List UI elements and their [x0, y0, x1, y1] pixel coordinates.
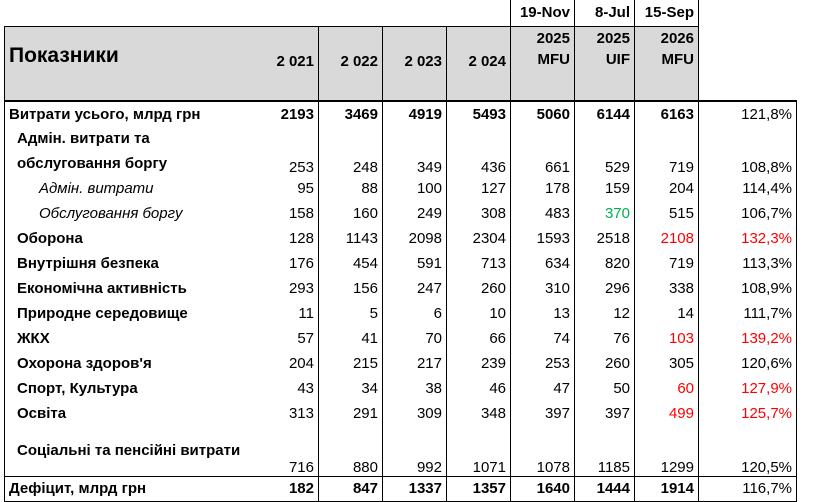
value-cell: 215: [319, 351, 383, 376]
growth-percent: 120,6%: [699, 351, 797, 376]
growth-percent: 125,7%: [699, 401, 797, 426]
value-cell: 43: [297, 380, 314, 397]
value-cell: 260: [447, 276, 511, 301]
value-cell: 12: [575, 301, 635, 326]
value-cell: 1593: [511, 226, 575, 251]
value-cell: 2518: [575, 226, 635, 251]
year-header-stacked: 2026 MFU: [635, 26, 699, 70]
value-cell: 1071: [447, 426, 511, 476]
value-cell: 57: [297, 330, 314, 347]
value-cell: 4919: [383, 101, 447, 126]
table-row: [5, 476, 797, 501]
table-row: [5, 251, 797, 276]
row-label: Обслуговання боргу: [5, 201, 254, 226]
value-cell: 182: [254, 476, 319, 501]
growth-percent: 108,9%: [699, 276, 797, 301]
value-cell: 6163: [635, 101, 699, 126]
value-cell: 338: [635, 276, 699, 301]
value-cell: 1299: [635, 426, 699, 476]
value-cell: 5493: [447, 101, 511, 126]
value-cell: 50: [575, 376, 635, 401]
value-cell: 661: [511, 126, 575, 176]
table-row: [5, 426, 797, 476]
year-header: 2 024: [447, 26, 511, 70]
growth-percent: 116,7%: [699, 476, 797, 501]
header-spacer-row: [5, 70, 797, 101]
value-cell: 529: [575, 126, 635, 176]
value-cell: 291: [319, 401, 383, 426]
value-cell: 2193: [254, 101, 319, 126]
value-cell: 253: [511, 351, 575, 376]
value-cell: 6: [383, 301, 447, 326]
value-cell: 397: [511, 401, 575, 426]
value-cell: 483: [511, 201, 575, 226]
growth-percent: 113,3%: [699, 251, 797, 276]
value-cell: 454: [319, 251, 383, 276]
header-date-row: [5, 0, 797, 26]
value-cell: 1337: [383, 476, 447, 501]
value-cell: 38: [383, 376, 447, 401]
table-row: [5, 226, 797, 251]
value-cell: 6144: [575, 101, 635, 126]
value-cell: 3469: [319, 101, 383, 126]
value-cell: 370: [575, 201, 635, 226]
value-cell: 159: [575, 176, 635, 201]
value-cell: 716: [288, 458, 314, 476]
value-cell: 515: [635, 201, 699, 226]
value-cell: 247: [383, 276, 447, 301]
table-row: [5, 126, 797, 176]
value-cell: 46: [447, 376, 511, 401]
value-cell: 305: [635, 351, 699, 376]
growth-percent: 132,3%: [699, 226, 797, 251]
value-cell: 713: [447, 251, 511, 276]
value-cell: 436: [447, 126, 511, 176]
value-cell: 5: [319, 301, 383, 326]
row-label: Витрати усього, млрд грн: [5, 101, 254, 126]
value-cell: 719: [635, 126, 699, 176]
year-header-stacked: 2025 MFU: [511, 26, 575, 70]
growth-percent: 114,4%: [699, 176, 797, 201]
table-row: [5, 176, 797, 201]
value-cell: 1078: [511, 426, 575, 476]
value-cell: 1185: [575, 426, 635, 476]
table-row: [5, 376, 797, 401]
growth-percent: 106,7%: [699, 201, 797, 226]
header-date: 19-Nov: [511, 0, 575, 26]
value-cell: 1143: [319, 226, 383, 251]
value-cell: 313: [288, 405, 314, 422]
value-cell: 160: [319, 201, 383, 226]
value-cell: 128: [288, 230, 314, 247]
year-header: 2 021: [254, 26, 319, 70]
table-title: Показники: [5, 26, 254, 70]
row-label: Природне середовище: [5, 301, 254, 326]
value-cell: 310: [511, 276, 575, 301]
header-date: 8-Jul: [575, 0, 635, 26]
value-cell: 103: [635, 326, 699, 351]
growth-percent: 121,8%: [699, 101, 797, 126]
year-header: 2 023: [383, 26, 447, 70]
growth-percent: 120,5%: [699, 426, 797, 476]
value-cell: 634: [511, 251, 575, 276]
value-cell: 156: [319, 276, 383, 301]
value-cell: 1640: [511, 476, 575, 501]
value-cell: 2098: [383, 226, 447, 251]
value-cell: 880: [319, 426, 383, 476]
row-label: Охорона здоров'я: [5, 351, 254, 376]
growth-percent: 127,9%: [699, 376, 797, 401]
value-cell: 11: [298, 305, 314, 322]
value-cell: 293: [288, 280, 314, 297]
header-date: 15-Sep: [635, 0, 699, 26]
header-year-row: [5, 26, 797, 70]
table-row: [5, 101, 797, 126]
value-cell: 260: [575, 351, 635, 376]
table-row: [5, 301, 797, 326]
indicators-table: [4, 0, 797, 502]
table-row: [5, 401, 797, 426]
value-cell: 249: [383, 201, 447, 226]
row-label: Освіта: [5, 401, 254, 426]
value-cell: 34: [319, 376, 383, 401]
value-cell: 47: [511, 376, 575, 401]
value-cell: 296: [575, 276, 635, 301]
value-cell: 100: [383, 176, 447, 201]
table-row: [5, 201, 797, 226]
table-row: [5, 351, 797, 376]
row-label: Адмін. витрати та обслуговання боргу: [5, 126, 254, 176]
value-cell: 95: [297, 180, 314, 197]
value-cell: 248: [319, 126, 383, 176]
value-cell: 309: [383, 401, 447, 426]
row-label: Внутрішня безпека: [5, 251, 254, 276]
value-cell: 239: [447, 351, 511, 376]
value-cell: 178: [511, 176, 575, 201]
value-cell: 10: [447, 301, 511, 326]
value-cell: 14: [635, 301, 699, 326]
table-body: [5, 101, 797, 501]
value-cell: 176: [288, 255, 314, 272]
row-label: Спорт, Культура: [5, 376, 254, 401]
value-cell: 88: [319, 176, 383, 201]
value-cell: 499: [635, 401, 699, 426]
value-cell: 76: [575, 326, 635, 351]
value-cell: 1357: [447, 476, 511, 501]
value-cell: 253: [288, 159, 314, 176]
value-cell: 70: [383, 326, 447, 351]
value-cell: 847: [319, 476, 383, 501]
value-cell: 719: [635, 251, 699, 276]
table-row: [5, 276, 797, 301]
growth-percent: 111,7%: [699, 301, 797, 326]
growth-percent: 139,2%: [699, 326, 797, 351]
value-cell: 158: [288, 205, 314, 222]
table-row: [5, 326, 797, 351]
row-label: Дефіцит, млрд грн: [5, 476, 254, 501]
value-cell: 74: [511, 326, 575, 351]
row-label: Оборона: [5, 226, 254, 251]
value-cell: 992: [383, 426, 447, 476]
value-cell: 397: [575, 401, 635, 426]
row-label: Соціальні та пенсійні витрати: [5, 426, 254, 476]
value-cell: 217: [383, 351, 447, 376]
value-cell: 1914: [635, 476, 699, 501]
value-cell: 820: [575, 251, 635, 276]
value-cell: 66: [447, 326, 511, 351]
value-cell: 591: [383, 251, 447, 276]
value-cell: 13: [511, 301, 575, 326]
value-cell: 1444: [575, 476, 635, 501]
growth-percent: 108,8%: [699, 126, 797, 176]
value-cell: 308: [447, 201, 511, 226]
value-cell: 349: [383, 126, 447, 176]
value-cell: 348: [447, 401, 511, 426]
row-label: ЖКХ: [5, 326, 254, 351]
year-header: 2 022: [319, 26, 383, 70]
value-cell: 204: [288, 355, 314, 372]
row-label: Економічна активність: [5, 276, 254, 301]
value-cell: 2108: [635, 226, 699, 251]
value-cell: 5060: [511, 101, 575, 126]
value-cell: 60: [635, 376, 699, 401]
value-cell: 204: [635, 176, 699, 201]
value-cell: 127: [447, 176, 511, 201]
year-header-stacked: 2025 UIF: [575, 26, 635, 70]
value-cell: 41: [319, 326, 383, 351]
value-cell: 2304: [447, 226, 511, 251]
row-label: Адмін. витрати: [5, 176, 254, 201]
